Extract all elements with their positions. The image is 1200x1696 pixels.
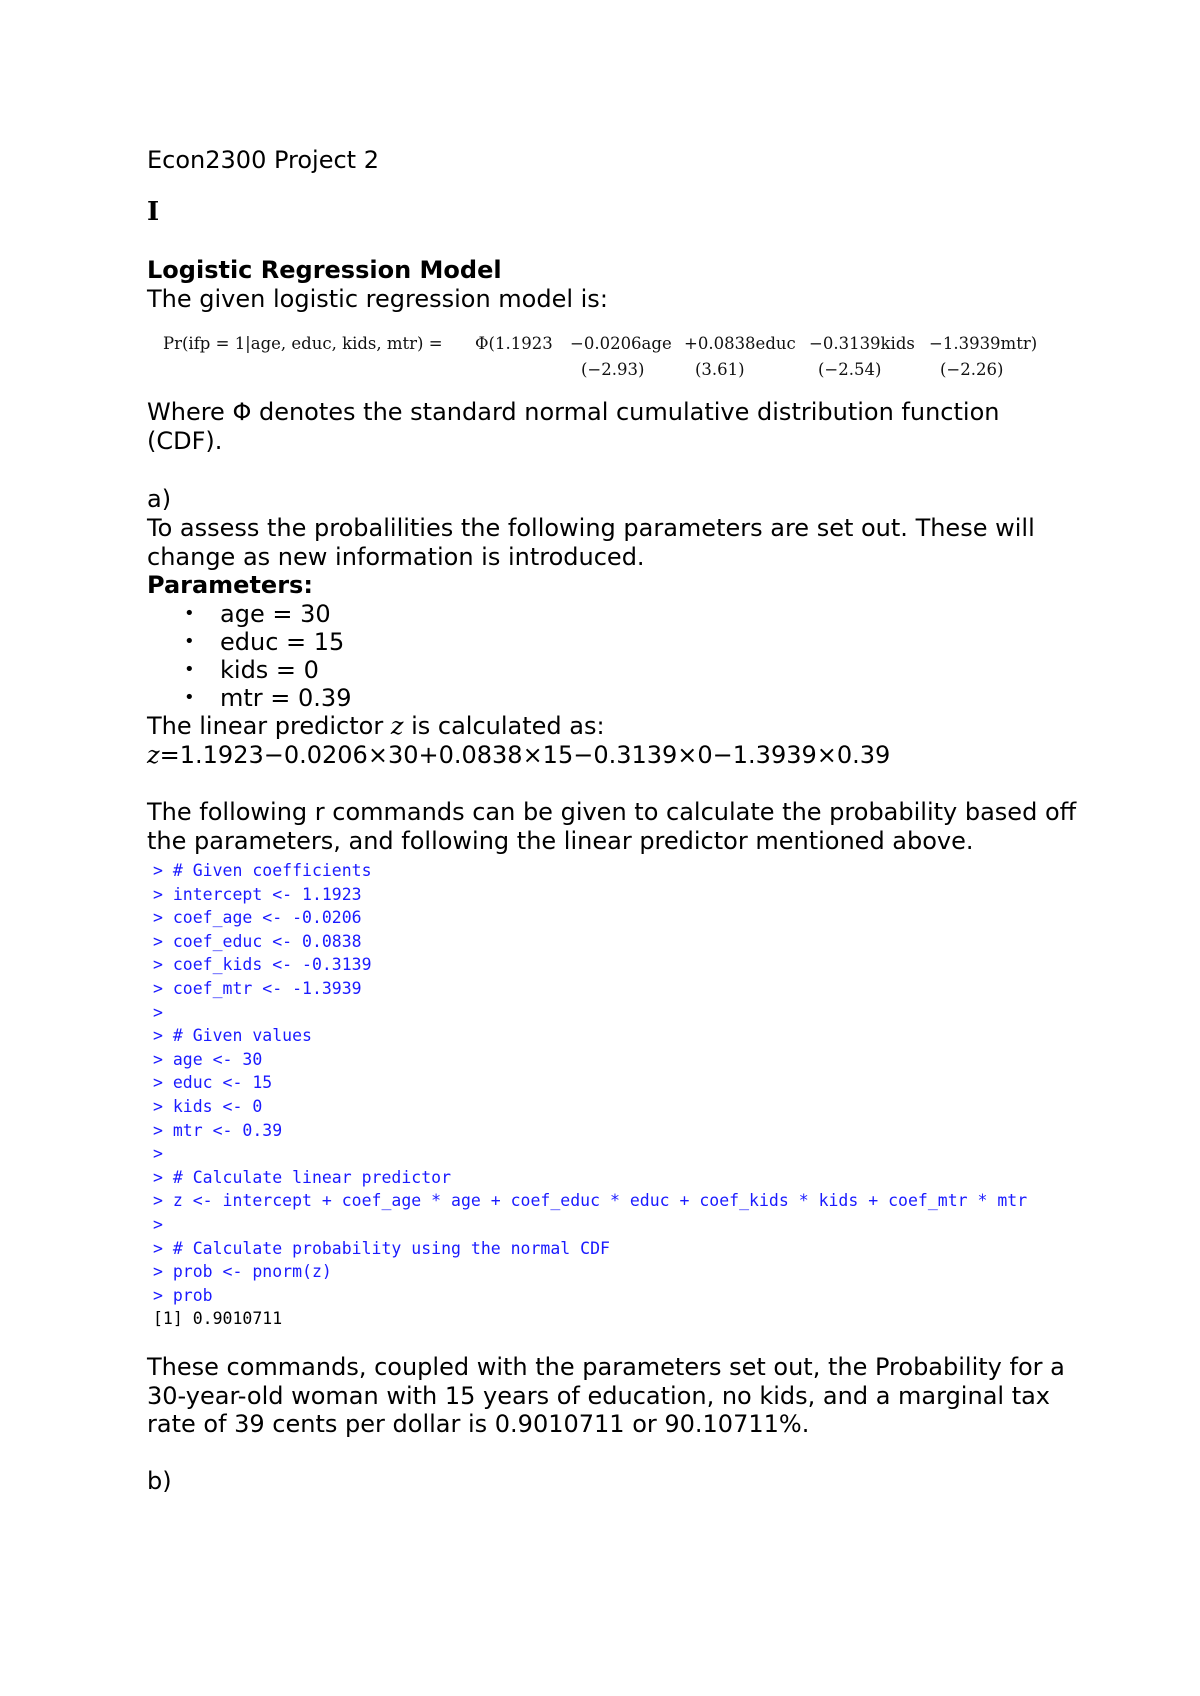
console-line: > coef_mtr <- -1.3939 bbox=[153, 978, 362, 998]
console-result: [1] 0.9010711 bbox=[153, 1309, 283, 1329]
document-title: Econ2300 Project 2 bbox=[147, 146, 379, 174]
console-line: > bbox=[153, 1002, 163, 1022]
assess-text: To assess the probalilities the following parameters are set out. These will change as new information is introduced. bbox=[147, 514, 1035, 571]
console-line: > age <- 30 bbox=[153, 1049, 263, 1069]
bullet-icon: • bbox=[184, 687, 195, 708]
console-line: > prob bbox=[153, 1285, 213, 1305]
model-equation bbox=[163, 334, 1063, 394]
list-item: • age = 30 bbox=[184, 600, 331, 628]
console-line: > bbox=[153, 1144, 163, 1164]
list-item: • mtr = 0.39 bbox=[184, 684, 352, 712]
console-line: > intercept <- 1.1923 bbox=[153, 884, 362, 904]
list-item: • kids = 0 bbox=[184, 656, 319, 684]
r-console-output bbox=[153, 859, 1027, 1331]
console-line: > # Given values bbox=[153, 1026, 312, 1046]
console-line: > coef_kids <- -0.3139 bbox=[153, 955, 372, 975]
part-b-label: b) bbox=[147, 1467, 172, 1495]
linear-predictor-formula: z=1.1923−0.0206×30+0.0838×15−0.3139×0−1.3939×0.39 bbox=[147, 741, 891, 769]
equation-term-mtr: −1.3939mtr) bbox=[929, 334, 1038, 353]
list-item: • educ = 15 bbox=[184, 628, 345, 656]
console-line: > educ <- 15 bbox=[153, 1073, 273, 1093]
bullet-icon: • bbox=[184, 659, 195, 680]
equation-stat-kids: (−2.54) bbox=[818, 360, 882, 379]
console-line: > # Calculate probability using the normal CDF bbox=[153, 1238, 610, 1258]
equation-stat-educ: (3.61) bbox=[695, 360, 745, 379]
console-line: > prob <- pnorm(z) bbox=[153, 1262, 332, 1282]
linear-predictor-text: The linear predictor z is calculated as: bbox=[147, 712, 605, 740]
console-line: > bbox=[153, 1214, 163, 1234]
section-heading: Logistic Regression Model bbox=[147, 256, 502, 284]
console-line: > # Given coefficients bbox=[153, 861, 372, 880]
conclusion-text: These commands, coupled with the parameters set out, the Probability for a 30-year-old woman with 15 years of education, no kids, and a marginal tax rate of 39 cents per dollar is 0.9010711 or 90.10711%. bbox=[147, 1353, 1065, 1438]
bullet-icon: • bbox=[184, 631, 195, 652]
parameters-list bbox=[184, 600, 351, 712]
equation-stat-age: (−2.93) bbox=[581, 360, 645, 379]
console-line: > mtr <- 0.39 bbox=[153, 1120, 283, 1140]
console-line: > kids <- 0 bbox=[153, 1096, 263, 1116]
equation-term-kids: −0.3139kids bbox=[809, 334, 915, 353]
equation-stat-mtr: (−2.26) bbox=[940, 360, 1004, 379]
parameters-heading: Parameters: bbox=[147, 571, 313, 599]
console-line: > # Calculate linear predictor bbox=[153, 1167, 452, 1187]
phi-definition-text: Where Φ denotes the standard normal cumulative distribution function (CDF). bbox=[147, 398, 1000, 455]
model-intro-text: The given logistic regression model is: bbox=[147, 285, 608, 313]
console-line: > coef_age <- -0.0206 bbox=[153, 908, 362, 928]
r-commands-intro: The following r commands can be given to calculate the probability based off the parameters, and following the linear predictor mentioned above. bbox=[147, 798, 1077, 855]
console-line: > z <- intercept + coef_age * age + coef_educ * educ + coef_kids * kids + coef_mtr * mtr bbox=[153, 1191, 1028, 1211]
console-line: > coef_educ <- 0.0838 bbox=[153, 931, 362, 951]
equation-term-age: −0.0206age bbox=[570, 334, 672, 353]
part-a-label: a) bbox=[147, 485, 172, 513]
section-number: I bbox=[147, 197, 160, 227]
equation-lhs: Pr(ifp = 1|age, educ, kids, mtr) = bbox=[163, 334, 443, 353]
equation-term-educ: +0.0838educ bbox=[684, 334, 796, 353]
bullet-icon: • bbox=[184, 603, 195, 624]
equation-intercept: Φ(1.1923 bbox=[475, 334, 553, 353]
